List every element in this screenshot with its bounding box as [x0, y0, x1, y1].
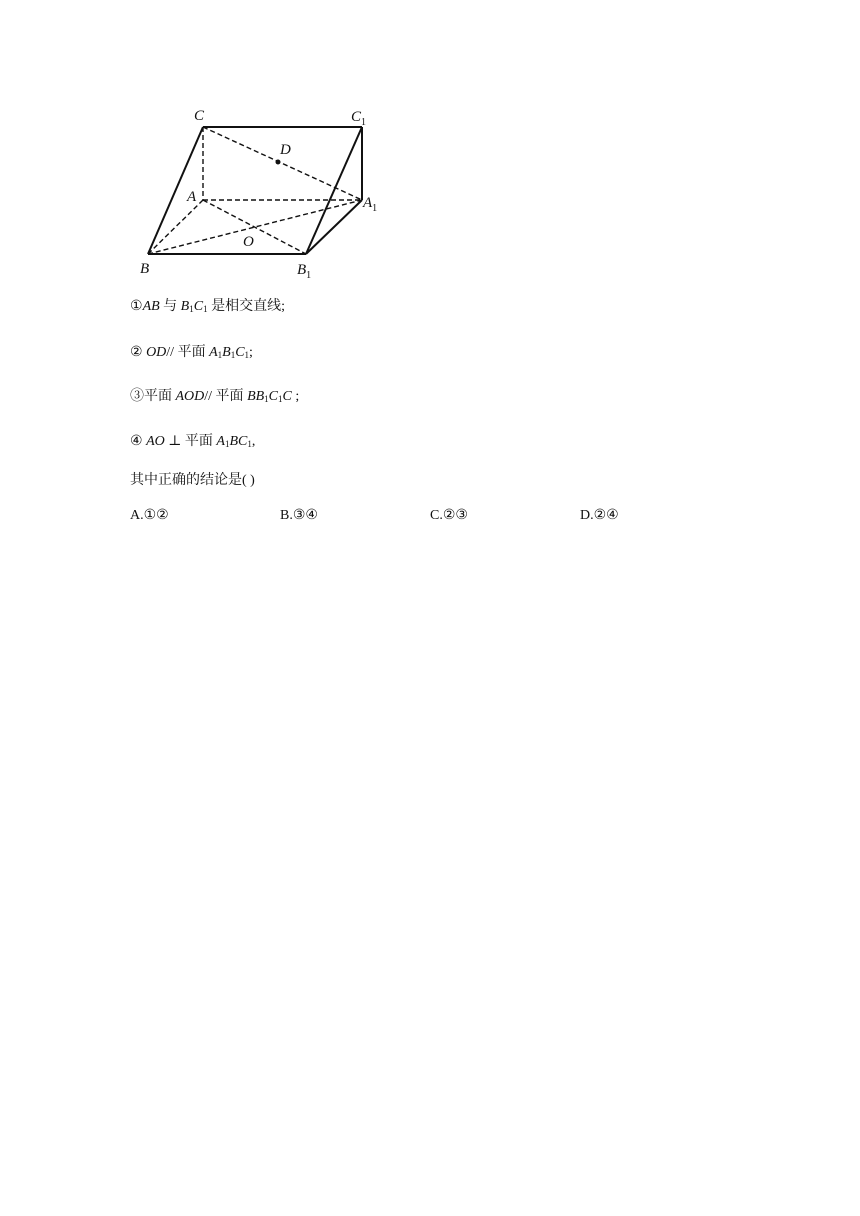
label-A1: $A_1$ — [363, 195, 378, 214]
label-B1: $B_1$ — [297, 262, 312, 281]
label-A: A — [187, 189, 197, 205]
diag-A-B1 — [203, 200, 306, 254]
label-O: O — [243, 234, 254, 250]
edge-B1-A1 — [306, 200, 362, 254]
option-b[interactable]: B.③④ — [280, 508, 318, 523]
statement-4: ④ AO ⊥ 平面 A1BC1, — [130, 434, 256, 449]
edge-C1-B1 — [306, 127, 362, 254]
label-D: D — [280, 142, 291, 158]
option-c[interactable]: C.②③ — [430, 508, 468, 523]
option-a[interactable]: A.①② — [130, 508, 169, 523]
label-B: B — [140, 261, 150, 277]
question-prompt: 其中正确的结论是( ) — [130, 473, 255, 488]
prism-diagram — [130, 100, 400, 285]
option-d[interactable]: D.②④ — [580, 508, 619, 523]
statement-3: ③平面 AOD// 平面 BB1C1C ; — [130, 389, 300, 404]
statement-2: ② OD// 平面 A1B1C1; — [130, 345, 253, 360]
label-C: C — [194, 108, 205, 124]
diag-C-A1 — [203, 127, 362, 200]
label-C1: $C_1$ — [351, 109, 367, 128]
prism-figure — [130, 100, 400, 285]
edge-A-B — [148, 200, 203, 254]
statement-1: ①AB 与 B1C1 是相交直线; — [130, 299, 285, 314]
point-D — [276, 160, 281, 165]
